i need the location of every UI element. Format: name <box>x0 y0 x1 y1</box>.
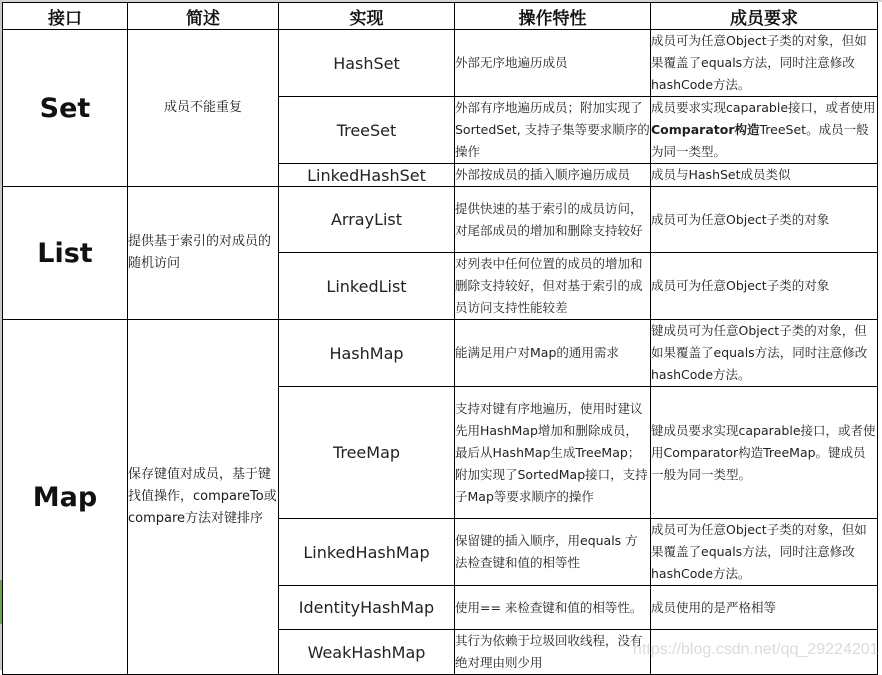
req-linkedhashset: 成员与HashSet成员类似 <box>651 164 878 187</box>
impl-weakhashmap: WeakHashMap <box>279 630 455 675</box>
impl-treemap: TreeMap <box>279 387 455 519</box>
req-hashmap: 键成员可为任意Object子类的对象，但如果覆盖了equals方法，同时注意修改hashCode方法。 <box>651 320 878 387</box>
ops-hashset: 外部无序地遍历成员 <box>455 30 651 97</box>
ops-linkedhashset: 外部按成员的插入顺序遍历成员 <box>455 164 651 187</box>
table-row <box>3 187 878 253</box>
table-row <box>3 30 878 97</box>
description-list: 提供基于索引的对成员的随机访问 <box>128 187 279 320</box>
ops-arraylist: 提供快速的基于索引的成员访问，对尾部成员的增加和删除支持较好 <box>455 187 651 253</box>
description-map: 保存键值对成员，基于键找值操作，compareTo或compare方法对键排序 <box>128 320 279 675</box>
ops-hashmap: 能满足用户对Map的通用需求 <box>455 320 651 387</box>
header-operation-traits: 操作特性 <box>455 3 651 30</box>
req-treeset-bold: Comparator构造 <box>651 122 760 137</box>
impl-arraylist: ArrayList <box>279 187 455 253</box>
interface-set: Set <box>3 30 128 187</box>
ops-weakhashmap: 其行为依赖于垃圾回收线程，没有绝对理由则少用 <box>455 630 651 675</box>
table-row <box>3 320 878 387</box>
header-description: 简述 <box>128 3 279 30</box>
impl-linkedlist: LinkedList <box>279 253 455 320</box>
ops-linkedlist: 对列表中任何位置的成员的增加和删除支持较好，但对基于索引的成员访问支持性能较差 <box>455 253 651 320</box>
impl-linkedhashmap: LinkedHashMap <box>279 519 455 586</box>
impl-treeset: TreeSet <box>279 97 455 164</box>
description-set: 成员不能重复 <box>128 30 279 187</box>
watermark: https://blog.csdn.net/qq_29224201 <box>633 641 879 658</box>
req-linkedhashmap: 成员可为任意Object子类的对象，但如果覆盖了equals方法，同时注意修改hashCode方法。 <box>651 519 878 586</box>
header-implementation: 实现 <box>279 3 455 30</box>
req-linkedlist: 成员可为任意Object子类的对象 <box>651 253 878 320</box>
req-treeset-pre: 成员要求实现caparable接口，或者使用 <box>651 100 876 115</box>
req-treeset <box>651 97 878 164</box>
impl-hashset: HashSet <box>279 30 455 97</box>
ops-identityhashmap: 使用== 来检查键和值的相等性。 <box>455 586 651 630</box>
ops-linkedhashmap: 保留键的插入顺序，用equals 方法检查键和值的相等性 <box>455 519 651 586</box>
collection-comparison-table <box>2 2 878 675</box>
req-identityhashmap: 成员使用的是严格相等 <box>651 586 878 630</box>
req-hashset: 成员可为任意Object子类的对象，但如果覆盖了equals方法，同时注意修改hashCode方法。 <box>651 30 878 97</box>
ops-treeset: 外部有序地遍历成员；附加实现了SortedSet, 支持子集等要求顺序的操作 <box>455 97 651 164</box>
impl-linkedhashset: LinkedHashSet <box>279 164 455 187</box>
header-interface: 接口 <box>3 3 128 30</box>
req-treeset-post: TreeSet。成员一般为同一类型。 <box>651 122 869 159</box>
ops-treemap: 支持对键有序地遍历，使用时建议先用HashMap增加和删除成员，最后从HashMap生成TreeMap；附加实现了SortedMap接口，支持子Map等要求顺序的操作 <box>455 387 651 519</box>
interface-list: List <box>3 187 128 320</box>
header-member-requirements: 成员要求 <box>651 3 878 30</box>
impl-identityhashmap: IdentityHashMap <box>279 586 455 630</box>
req-arraylist: 成员可为任意Object子类的对象 <box>651 187 878 253</box>
impl-hashmap: HashMap <box>279 320 455 387</box>
req-treemap: 键成员要求实现caparable接口，或者使用Comparator构造TreeMap。键成员一般为同一类型。 <box>651 387 878 519</box>
header-row <box>3 3 878 30</box>
interface-map: Map <box>3 320 128 675</box>
